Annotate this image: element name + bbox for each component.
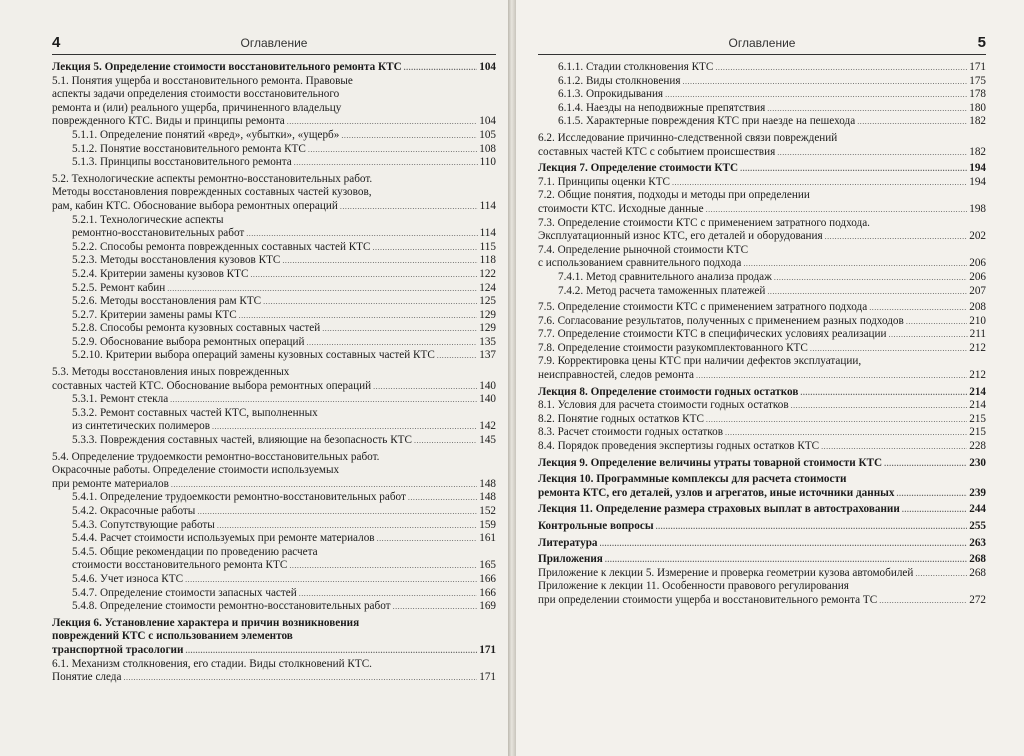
toc-entry-line: 6.1.2. Виды столкновения	[558, 74, 681, 87]
toc-page-number: 159	[479, 518, 496, 531]
dot-leader	[373, 380, 477, 394]
toc-entry-line: 7.2. Общие понятия, подходы и методы при определении	[538, 189, 810, 202]
dot-leader	[282, 254, 477, 268]
dot-leader	[821, 440, 967, 454]
dot-leader	[197, 505, 477, 519]
toc-entry-line: 5.2.6. Методы восстановления рам КТС	[72, 295, 262, 308]
dot-leader	[706, 203, 968, 217]
dot-leader	[287, 115, 478, 129]
dot-leader	[340, 200, 478, 214]
dot-leader	[170, 393, 477, 407]
toc-entry	[52, 309, 496, 323]
toc-entry	[52, 587, 496, 601]
dot-leader	[408, 491, 477, 505]
toc-entry	[52, 532, 496, 546]
toc-page-number: 166	[479, 586, 496, 599]
left-page-header-title: Оглавление	[240, 36, 308, 50]
toc-entry	[538, 61, 986, 75]
toc-entry-line: Понятие следа	[52, 671, 122, 684]
toc-entry	[538, 473, 986, 500]
toc-entry-line: 5.1.3. Принципы восстановительного ремонта	[72, 156, 292, 169]
toc-entry	[52, 322, 496, 336]
toc-page-number: 114	[479, 227, 496, 240]
dot-leader	[289, 559, 477, 573]
toc-page-number: 206	[969, 270, 986, 283]
toc-entry-line: 7.3. Определение стоимости КТС с применением затратного подхода.	[538, 216, 870, 229]
dot-leader	[857, 115, 967, 129]
dot-leader	[743, 257, 967, 271]
toc-entry-line: 5.2.1. Технологические аспекты	[72, 213, 224, 226]
toc-entry	[538, 75, 986, 89]
dot-leader	[171, 478, 477, 492]
toc-entry-line: неисправностей, следов ремонта	[538, 369, 694, 382]
toc-entry-line: 5.3. Методы восстановления иных поврежденных	[52, 366, 290, 379]
toc-page-number: 169	[479, 600, 496, 613]
toc-page-number: 161	[479, 532, 496, 545]
toc-page-number: 214	[969, 399, 986, 412]
dot-leader	[682, 75, 967, 89]
right-page-number: 5	[977, 34, 986, 51]
toc-entry	[52, 519, 496, 533]
toc-entry-line: 5.4.3. Сопутствующие работы	[72, 518, 215, 531]
toc-entry	[52, 295, 496, 309]
toc-page-number: 206	[969, 257, 986, 270]
toc-entry-line: из синтетических полимеров	[72, 420, 211, 433]
toc-entry-line: 5.4.1. Определение трудоемкости ремонтно-восстановительных работ	[72, 491, 406, 504]
toc-entry-line: 7.5. Определение стоимости КТС с применением затратного подхода	[538, 301, 868, 314]
dot-leader	[299, 587, 478, 601]
toc-entry-line: стоимости восстановительного ремонта КТС	[72, 559, 288, 572]
toc-entry	[538, 88, 986, 102]
toc-entry-line: ремонта КТС, его деталей, узлов и агрегатов, иные источники данных	[538, 486, 895, 499]
toc-page-number: 140	[479, 379, 496, 392]
toc-entry	[52, 617, 496, 658]
toc-entry	[538, 132, 986, 159]
toc-entry	[52, 129, 496, 143]
toc-page-number: 145	[479, 434, 496, 447]
toc-entry	[52, 349, 496, 363]
toc-entry-line: 7.8. Определение стоимости разукомплектованного КТС	[538, 341, 808, 354]
toc-entry-line: 5.2.4. Критерии замены кузовов КТС	[72, 267, 249, 280]
toc-entry-line: 5.4.8. Определение стоимости ремонтно-восстановительных работ	[72, 600, 391, 613]
toc-entry-line: 5.1.2. Понятие восстановительного ремонта КТС	[72, 142, 306, 155]
toc-entry-line: 7.9. Корректировка цены КТС при наличии дефектов эксплуатации,	[538, 355, 862, 368]
dot-leader	[896, 487, 967, 501]
toc-entry-line: Окрасочные работы. Определение стоимости используемых	[52, 464, 340, 477]
dot-leader	[600, 537, 968, 551]
toc-entry-line: 5.4.7. Определение стоимости запасных частей	[72, 586, 297, 599]
toc-entry	[538, 244, 986, 271]
toc-entry	[538, 342, 986, 356]
right-page	[516, 0, 1024, 756]
toc-entry-line: при определении стоимости ущерба и восстановительного ремонта ТС	[538, 593, 878, 606]
toc-entry	[52, 156, 496, 170]
toc-page-number: 137	[479, 349, 496, 362]
toc-entry-line: 5.3.2. Ремонт составных частей КТС, выполненных	[72, 406, 318, 419]
toc-page-number: 175	[969, 74, 986, 87]
toc-entry-line: Методы восстановления поврежденных составных частей кузовов,	[52, 186, 372, 199]
toc-entry-line: рам, кабин КТС. Обоснование выбора ремонтных операций	[52, 199, 338, 212]
toc-entry-line: Лекция 11. Определение размера страховых выплат в автостраховании	[538, 503, 900, 516]
toc-page-number: 140	[479, 393, 496, 406]
toc-page-number: 178	[969, 88, 986, 101]
toc-page-number: 230	[969, 456, 986, 469]
toc-entry-line: Лекция 7. Определение стоимости КТС	[538, 162, 739, 175]
toc-entry	[538, 115, 986, 129]
left-page	[0, 0, 508, 756]
toc-entry-line: 8.2. Понятие годных остатков КТС	[538, 412, 704, 425]
toc-entry-line: 5.2.5. Ремонт кабин	[72, 281, 166, 294]
toc-entry	[52, 282, 496, 296]
toc-entry-line: 6.2. Исследование причинно-следственной связи повреждений	[538, 131, 838, 144]
toc-page-number: 215	[969, 412, 986, 425]
toc-entry	[538, 102, 986, 116]
dot-leader	[212, 420, 477, 434]
dot-leader	[800, 386, 967, 400]
toc-page-number: 208	[969, 301, 986, 314]
toc-entry	[52, 336, 496, 350]
toc-entry	[538, 285, 986, 299]
toc-page-number: 182	[969, 115, 986, 128]
toc-entry	[52, 173, 496, 214]
toc-entry-line: 6.1.4. Наезды на неподвижные препятствия	[558, 101, 766, 114]
toc-page-number: 135	[479, 335, 496, 348]
dot-leader	[810, 342, 967, 356]
toc-page-number: 228	[969, 440, 986, 453]
dot-leader	[869, 301, 967, 315]
toc-entry	[538, 355, 986, 382]
dot-leader	[740, 162, 967, 176]
dot-leader	[246, 227, 477, 241]
left-page-header	[52, 34, 496, 55]
toc-entry-line: 5.2.7. Критерии замены рамы КТС	[72, 308, 237, 321]
toc-entry-line: 5.3.3. Повреждения составных частей, влияющие на безопасность КТС	[72, 434, 412, 447]
toc-entry-line: 7.6. Согласование результатов, полученных с применением разных подходов	[538, 314, 904, 327]
dot-leader	[167, 282, 477, 296]
toc-page-number: 166	[479, 572, 496, 585]
toc-entry	[538, 271, 986, 285]
dot-leader	[341, 129, 477, 143]
toc-entry	[538, 567, 986, 581]
dot-leader	[294, 156, 478, 170]
left-table-of-contents	[52, 61, 496, 685]
toc-entry-line: ремонтно-восстановительных работ	[72, 227, 245, 240]
toc-entry-line: 6.1. Механизм столкновения, его стадии. Виды столкновений КТС.	[52, 657, 372, 670]
toc-entry	[52, 393, 496, 407]
toc-page-number: 212	[969, 369, 986, 382]
toc-entry	[52, 600, 496, 614]
toc-entry	[538, 162, 986, 176]
toc-page-number: 268	[969, 553, 986, 566]
toc-page-number: 171	[479, 643, 496, 656]
toc-entry	[52, 61, 496, 75]
toc-entry	[538, 399, 986, 413]
toc-entry-line: Приложение к лекции 11. Особенности правового регулирования	[538, 580, 849, 593]
toc-entry-line: Лекция 5. Определение стоимости восстановительного ремонта КТС	[52, 61, 402, 73]
toc-entry-line: 5.4.5. Общие рекомендации по проведению расчета	[72, 545, 318, 558]
toc-entry-line: повреждений КТС с использованием элементов	[52, 630, 293, 643]
toc-page-number: 244	[969, 503, 986, 516]
toc-page-number: 210	[969, 314, 986, 327]
toc-entry	[538, 315, 986, 329]
toc-entry	[52, 366, 496, 393]
toc-entry	[538, 176, 986, 190]
toc-entry	[538, 580, 986, 607]
dot-leader	[372, 241, 477, 255]
toc-entry-line: с использованием сравнительного подхода	[538, 257, 742, 270]
toc-page-number: 215	[969, 426, 986, 439]
toc-entry-line: 5.1.1. Определение понятий «вред», «убытки», «ущерб»	[72, 128, 340, 141]
toc-page-number: 239	[969, 486, 986, 499]
toc-entry-line: при ремонте материалов	[52, 477, 169, 490]
toc-page-number: 114	[479, 199, 496, 212]
dot-leader	[767, 285, 967, 299]
dot-leader	[656, 520, 968, 534]
toc-entry-line: 7.4.2. Метод расчета таможенных платежей	[558, 284, 766, 297]
dot-leader	[915, 567, 967, 581]
right-page-header-title: Оглавление	[728, 36, 796, 50]
toc-entry-line: 5.1. Понятия ущерба и восстановительного ремонта. Правовые	[52, 74, 353, 87]
toc-page-number: 165	[479, 559, 496, 572]
toc-page-number: 180	[969, 101, 986, 114]
dot-leader	[123, 671, 477, 685]
toc-entry	[52, 546, 496, 573]
toc-page-number: 268	[969, 566, 986, 579]
toc-entry-line: 5.4.2. Окрасочные работы	[72, 505, 196, 517]
toc-page-number: 152	[479, 505, 496, 517]
toc-page-number: 211	[969, 328, 986, 341]
toc-page-number: 148	[479, 491, 496, 504]
toc-entry	[52, 407, 496, 434]
toc-page-number: 142	[479, 420, 496, 433]
toc-entry	[538, 440, 986, 454]
dot-leader	[263, 295, 477, 309]
toc-entry-line: Лекция 10. Программные комплексы для расчета стоимости	[538, 473, 847, 486]
toc-entry-line: 8.3. Расчет стоимости годных остатков	[538, 426, 724, 439]
toc-entry-line: 5.4. Определение трудоемкости ремонтно-восстановительных работ.	[52, 450, 380, 463]
toc-entry-line: Лекция 9. Определение величины утраты товарной стоимости КТС	[538, 456, 883, 469]
dot-leader	[725, 426, 967, 440]
toc-page-number: 125	[479, 295, 496, 308]
toc-page-number: 171	[969, 61, 986, 73]
dot-leader	[791, 399, 968, 413]
toc-entry-line: Литература	[538, 536, 598, 549]
right-page-header	[538, 34, 986, 55]
toc-entry	[538, 189, 986, 216]
toc-entry	[538, 301, 986, 315]
dot-leader	[767, 102, 967, 116]
toc-entry	[538, 503, 986, 517]
toc-entry	[538, 217, 986, 244]
dot-leader	[437, 349, 477, 363]
toc-entry-line: 8.1. Условия для расчета стоимости годных остатков	[538, 399, 789, 412]
dot-leader	[185, 644, 477, 658]
book-gutter	[508, 0, 516, 756]
toc-page-number: 110	[479, 156, 496, 169]
toc-entry-line: 5.2.3. Методы восстановления кузовов КТС	[72, 254, 281, 267]
toc-entry-line: составных частей КТС. Обоснование выбора ремонтных операций	[52, 379, 372, 392]
toc-entry	[538, 386, 986, 400]
toc-entry	[52, 491, 496, 505]
toc-page-number: 207	[969, 284, 986, 297]
left-page-number: 4	[52, 34, 61, 51]
dot-leader	[217, 519, 477, 533]
toc-entry-line: составных частей КТС с событием происшествия	[538, 145, 776, 158]
toc-entry-line: поврежденного КТС. Виды и принципы ремонта	[52, 115, 285, 128]
toc-entry	[52, 505, 496, 519]
toc-entry-line: Эксплуатационный износ КТС, его деталей и оборудования	[538, 230, 823, 243]
toc-entry-line: 7.7. Определение стоимости КТС в специфических условиях реализации	[538, 328, 887, 341]
toc-entry-line: 5.2.2. Способы ремонта поврежденных составных частей КТС	[72, 240, 371, 253]
toc-entry-line: 7.4.1. Метод сравнительного анализа продаж	[558, 270, 772, 283]
toc-page-number: 122	[479, 267, 496, 280]
dot-leader	[884, 457, 967, 471]
toc-page-number: 104	[479, 61, 496, 73]
toc-entry-line: Контрольные вопросы	[538, 520, 654, 532]
toc-page-number: 212	[969, 341, 986, 354]
toc-entry	[538, 457, 986, 471]
dot-leader	[250, 268, 477, 282]
toc-page-number: 214	[969, 385, 986, 398]
toc-entry	[52, 214, 496, 241]
toc-entry-line: 7.4. Определение рыночной стоимости КТС	[538, 243, 749, 256]
toc-entry-line: 5.4.4. Расчет стоимости используемых при ремонте материалов	[72, 532, 375, 545]
toc-page-number: 263	[969, 536, 986, 549]
toc-entry	[538, 328, 986, 342]
dot-leader	[393, 600, 478, 614]
toc-entry	[52, 434, 496, 448]
toc-page-number: 198	[969, 202, 986, 215]
toc-page-number: 194	[969, 162, 986, 175]
toc-page-number: 115	[479, 240, 496, 253]
toc-entry-line: 7.1. Принципы оценки КТС	[538, 175, 671, 188]
toc-page-number: 182	[969, 145, 986, 158]
toc-entry-line: 5.2.10. Критерии выбора операций замены кузовных составных частей КТС	[72, 349, 435, 362]
toc-page-number: 124	[479, 281, 496, 294]
toc-entry-line: аспекты задачи определения стоимости восстановительного	[52, 88, 340, 101]
toc-page-number: 202	[969, 230, 986, 243]
dot-leader	[696, 369, 967, 383]
toc-entry-line: Лекция 6. Установление характера и причин возникновения	[52, 616, 360, 629]
toc-entry	[538, 426, 986, 440]
toc-entry	[52, 658, 496, 685]
right-table-of-contents	[538, 61, 986, 608]
dot-leader	[906, 315, 967, 329]
dot-leader	[774, 271, 967, 285]
toc-entry-line: Приложение к лекции 5. Измерение и проверка геометрии кузова автомобилей	[538, 566, 914, 579]
toc-entry	[52, 241, 496, 255]
toc-entry-line: Лекция 8. Определение стоимости годных остатков	[538, 385, 799, 398]
toc-page-number: 105	[479, 128, 496, 141]
toc-entry-line: 5.2. Технологические аспекты ремонтно-восстановительных работ.	[52, 172, 373, 185]
toc-page-number: 118	[479, 254, 496, 267]
toc-entry	[538, 537, 986, 551]
dot-leader	[308, 143, 477, 157]
dot-leader	[414, 434, 477, 448]
toc-entry	[538, 413, 986, 427]
toc-entry	[52, 268, 496, 282]
toc-entry-line: транспортной трасологии	[52, 643, 184, 656]
dot-leader	[889, 328, 968, 342]
toc-entry-line: стоимости КТС. Исходные данные	[538, 202, 704, 215]
dot-leader	[715, 61, 967, 75]
toc-page-number: 108	[479, 142, 496, 155]
toc-page-number: 148	[479, 477, 496, 490]
toc-entry-line: ремонта и (или) реального ущерба, причиненного владельцу	[52, 101, 342, 114]
toc-page-number: 129	[479, 322, 496, 335]
toc-entry-line: 5.2.8. Способы ремонта кузовных составных частей	[72, 322, 321, 335]
dot-leader	[902, 503, 967, 517]
dot-leader	[239, 309, 478, 323]
toc-page-number: 129	[479, 308, 496, 321]
toc-entry	[52, 451, 496, 492]
dot-leader	[322, 322, 477, 336]
dot-leader	[377, 532, 478, 546]
dot-leader	[825, 230, 968, 244]
dot-leader	[404, 61, 478, 75]
dot-leader	[665, 88, 967, 102]
toc-entry-line: 6.1.5. Характерные повреждения КТС при наезде на пешехода	[558, 115, 856, 128]
toc-page-number: 272	[969, 593, 986, 606]
toc-entry	[538, 553, 986, 567]
dot-leader	[879, 594, 967, 608]
toc-page-number: 194	[969, 175, 986, 188]
dot-leader	[185, 573, 477, 587]
toc-entry-line: 8.4. Порядок проведения экспертизы годных остатков КТС	[538, 440, 820, 453]
toc-entry	[52, 143, 496, 157]
toc-entry-line: 6.1.3. Опрокидывания	[558, 88, 664, 101]
toc-entry-line: 6.1.1. Стадии столкновения КТС	[558, 61, 714, 73]
toc-entry-line: 5.3.1. Ремонт стекла	[72, 393, 169, 406]
toc-entry-line: Приложения	[538, 553, 603, 566]
toc-entry-line: 5.2.9. Обоснование выбора ремонтных операций	[72, 335, 305, 348]
toc-entry	[52, 75, 496, 129]
dot-leader	[777, 146, 967, 160]
toc-entry	[538, 520, 986, 534]
toc-page-number: 171	[479, 671, 496, 684]
toc-page-number: 104	[479, 115, 496, 128]
dot-leader	[605, 553, 967, 567]
toc-entry	[52, 573, 496, 587]
toc-entry-line: 5.4.6. Учет износа КТС	[72, 572, 184, 585]
toc-entry	[52, 254, 496, 268]
dot-leader	[706, 413, 967, 427]
dot-leader	[307, 336, 478, 350]
dot-leader	[672, 176, 967, 190]
toc-page-number: 255	[969, 520, 986, 532]
